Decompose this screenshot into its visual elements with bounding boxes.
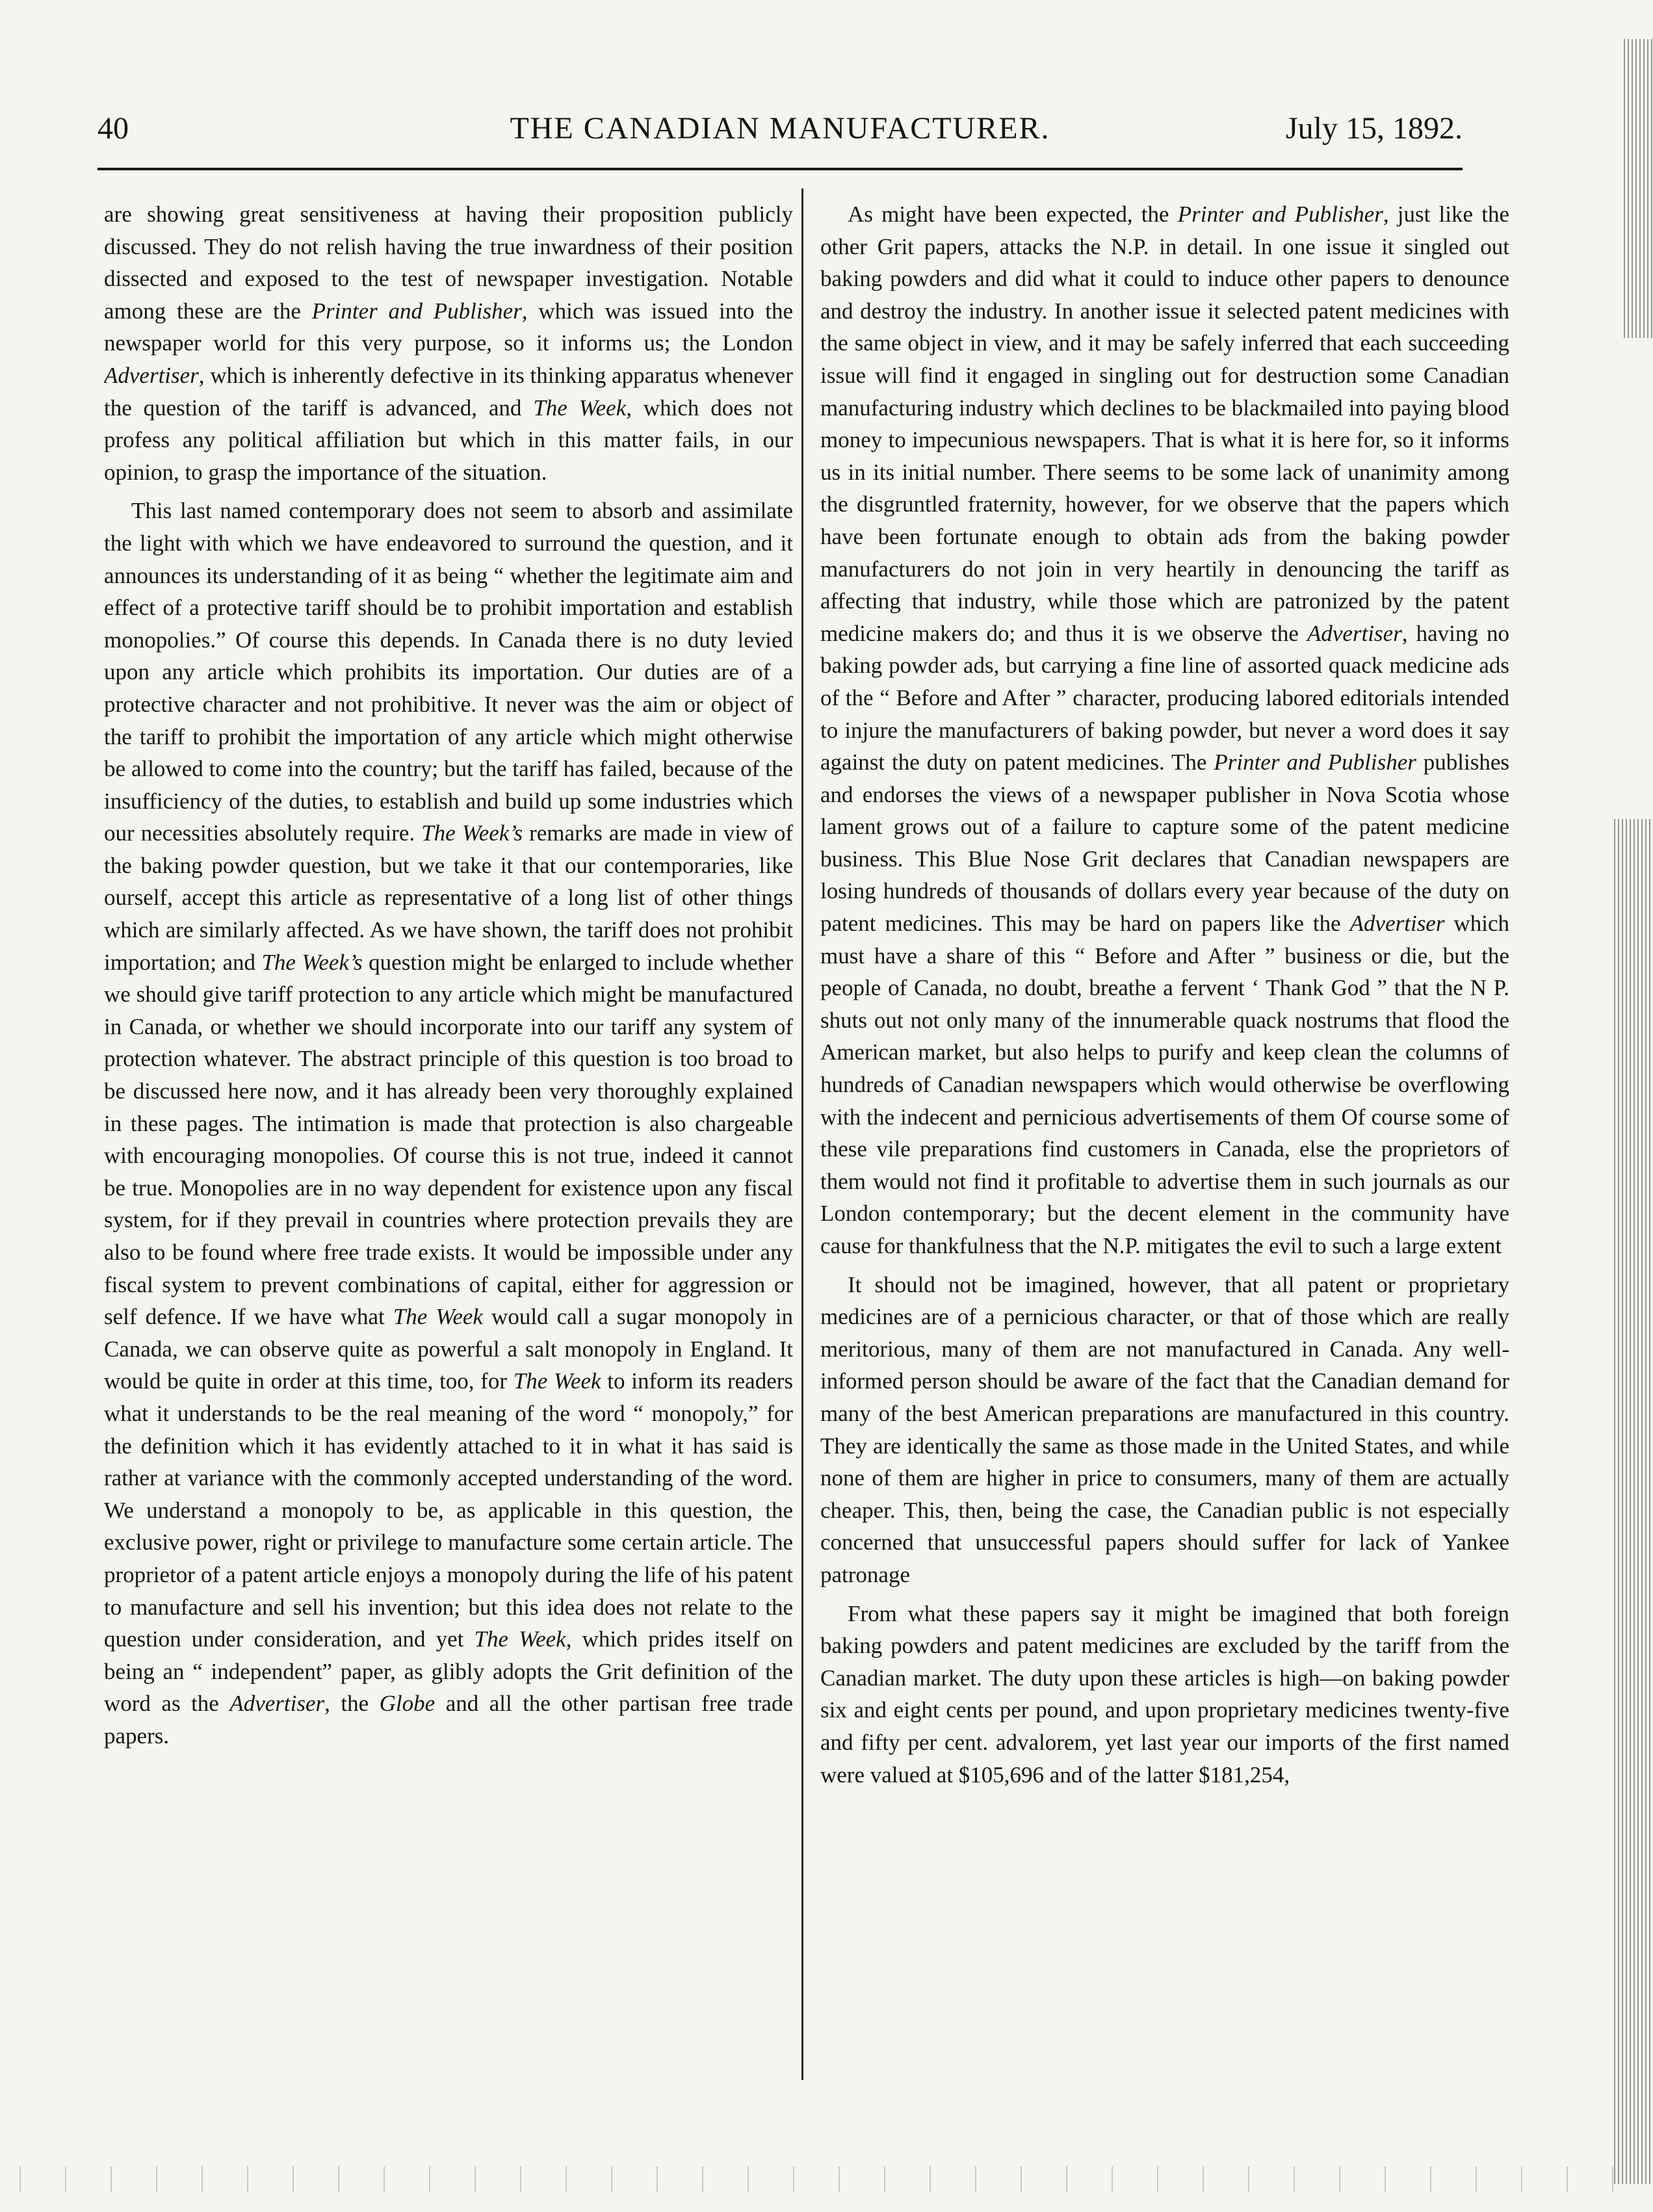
issue-date: July 15, 1892. <box>1285 111 1463 146</box>
left-paragraph-2: This last named contemporary does not seem to absorb and assimilate the light with which we have endeavored to surround the question, and it announces its understanding of it as being “ whether the legitimate aim and effect of a protective tariff should be to prohibit importation and establish monopolies.” Of course this depends. In Canada there is no duty levied upon any article which prohibits its importation. Our duties are of a protective character and not prohibitive. It never was the aim or object of the tariff to prohibit the importation of any article which might otherwise be allowed to come into the country; but the tariff has failed, because of the insufficiency of the duties, to establish and build up some industries which our necessities absolutely require. The Week’s remarks are made in view of the baking powder question, but we take it that our contemporaries, like ourself, accept this article as representative of a long list of other things which are similarly affected. As we have shown, the tariff does not prohibit importation; and The Week’s question might be enlarged to include whether we should give tariff protection to any article which might be manufactured in Canada, or whether we should incorporate into our tariff any system of protection whatever. The abstract principle of this question is too broad to be discussed here now, and it has already been very thoroughly explained in these pages. The intimation is made that protection is also chargeable with encouraging monopolies. Of course this is not true, indeed it cannot be true. Monopolies are in no way dependent for existence upon any fiscal system, for if they prevail in countries where protection prevails they are also to be found where free trade exists. It would be impossible under any fiscal system to prevent combinations of capital, either for aggression or self defence. If we have what The Week would call a sugar monopoly in Canada, we can observe quite as powerful a salt monopoly in England. It would be quite in order at this time, too, for The Week to inform its readers what it understands to be the real meaning of the word “ monopoly,” for the definition which it has evidently attached to it in what it has said is rather at variance with the commonly accepted understanding of the word. We understand a monopoly to be, as applicable in this question, the exclusive power, right or privilege to manufacture some certain article. The proprietor of a patent article enjoys a monopoly during the life of his patent to manufacture and sell his invention; but this idea does not relate to the question under consideration, and yet The Week, which prides itself on being an “ independent” paper, as glibly adopts the Grit definition of the word as the Advertiser, the Globe and all the other partisan free trade papers. <box>104 498 793 1749</box>
page-number: 40 <box>98 111 129 146</box>
left-paragraph-1: are showing great sensitiveness at having their proposition publicly discussed. They do not relish having the true inwardness of their position dissected and exposed to the test of newspaper investigation. Notable among these are the Printer and Publisher, which was issued into the newspaper world for this very purpose, so it informs us; the London Advertiser, which is inherently defective in its thinking apparatus whenever the question of the tariff is advanced, and The Week, which does not profess any political affiliation but which in this matter fails, in our opinion, to grasp the importance of the situation. <box>104 202 793 485</box>
right-paragraph-2: It should not be imagined, however, that all patent or proprietary medicines are of a pernicious character, or that of those which are really meritorious, many of them are not manufactured in Canada. Any well-informed person should be aware of the fact that the Canadian demand for many of the best American preparations are manufactured in this country. They are identically the same as those made in the United States, and while none of them are higher in price to consumers, many of them are actually cheaper. This, then, being the case, the Canadian public is not especially concerned that unsuccessful papers should suffer for lack of Yankee patronage <box>820 1271 1509 1587</box>
right-column <box>820 198 1509 2083</box>
scan-bottom-artifact <box>0 2166 1653 2192</box>
scan-edge-artifact <box>1614 819 1653 2184</box>
left-column <box>104 198 793 2083</box>
column-divider <box>801 189 803 2080</box>
header-rule <box>98 168 1463 170</box>
right-paragraph-1: As might have been expected, the Printer and Publisher, just like the other Grit papers, attacks the N.P. in detail. In one issue it singled out baking powders and did what it could to induce other papers to denounce and destroy the industry. In another issue it selected patent medicines with the same object in view, and it may be safely inferred that each succeeding issue will find it engaged in singling out for destruction some Canadian manufacturing industry which declines to be blackmailed into paying blood money to impecunious newspapers. That is what it is here for, so it informs us in its initial number. There seems to be some lack of unanimity among the disgruntled fraternity, however, for we observe that the papers which have been fortunate enough to obtain ads from the baking powder manufacturers do not join in very heartily in denouncing the tariff as affecting that industry, while those which are patronized by the patent medicine makers do; and thus it is we observe the Advertiser, having no baking powder ads, but carrying a fine line of assorted quack medicine ads of the “ Before and After ” character, producing labored editorials intended to injure the manufacturers of baking powder, but never a word does it say against the duty on patent medicines. The Printer and Publisher publishes and endorses the views of a newspaper publisher in Nova Scotia whose lament grows out of a failure to capture some of the patent medicine business. This Blue Nose Grit declares that Canadian newspapers are losing hundreds of thousands of dollars every year because of the duty on patent medicines. This may be hard on papers like the Advertiser which must have a share of this “ Before and After ” business or die, but the people of Canada, no doubt, breathe a fervent ‘ Thank God ” that the N P. shuts out not only many of the innumerable quack nostrums that flood the American market, but also helps to purify and keep clean the columns of hundreds of Canadian newspapers which would otherwise be overflowing with the indecent and pernicious advertisements of them Of course some of these vile preparations find customers in Canada, else the proprietors of them would not find it profitable to advertise them in such journals as our London contemporary; but the decent element in the community have cause for thankfulness that the N.P. mitigates the evil to such a large extent <box>820 202 1509 1258</box>
page-header <box>98 111 1463 163</box>
publication-title: THE CANADIAN MANUFACTURER. <box>510 111 1050 146</box>
scan-edge-artifact <box>1624 39 1653 338</box>
right-paragraph-3: From what these papers say it might be imagined that both foreign baking powders and patent medicines are excluded by the tariff from the Canadian market. The duty upon these articles is high—on baking powder six and eight cents per pound, and upon proprietary medicines twenty-five and fifty per cent. advalorem, yet last year our imports of the first named were valued at $105,696 and of the latter $181,254, <box>820 1600 1509 1788</box>
